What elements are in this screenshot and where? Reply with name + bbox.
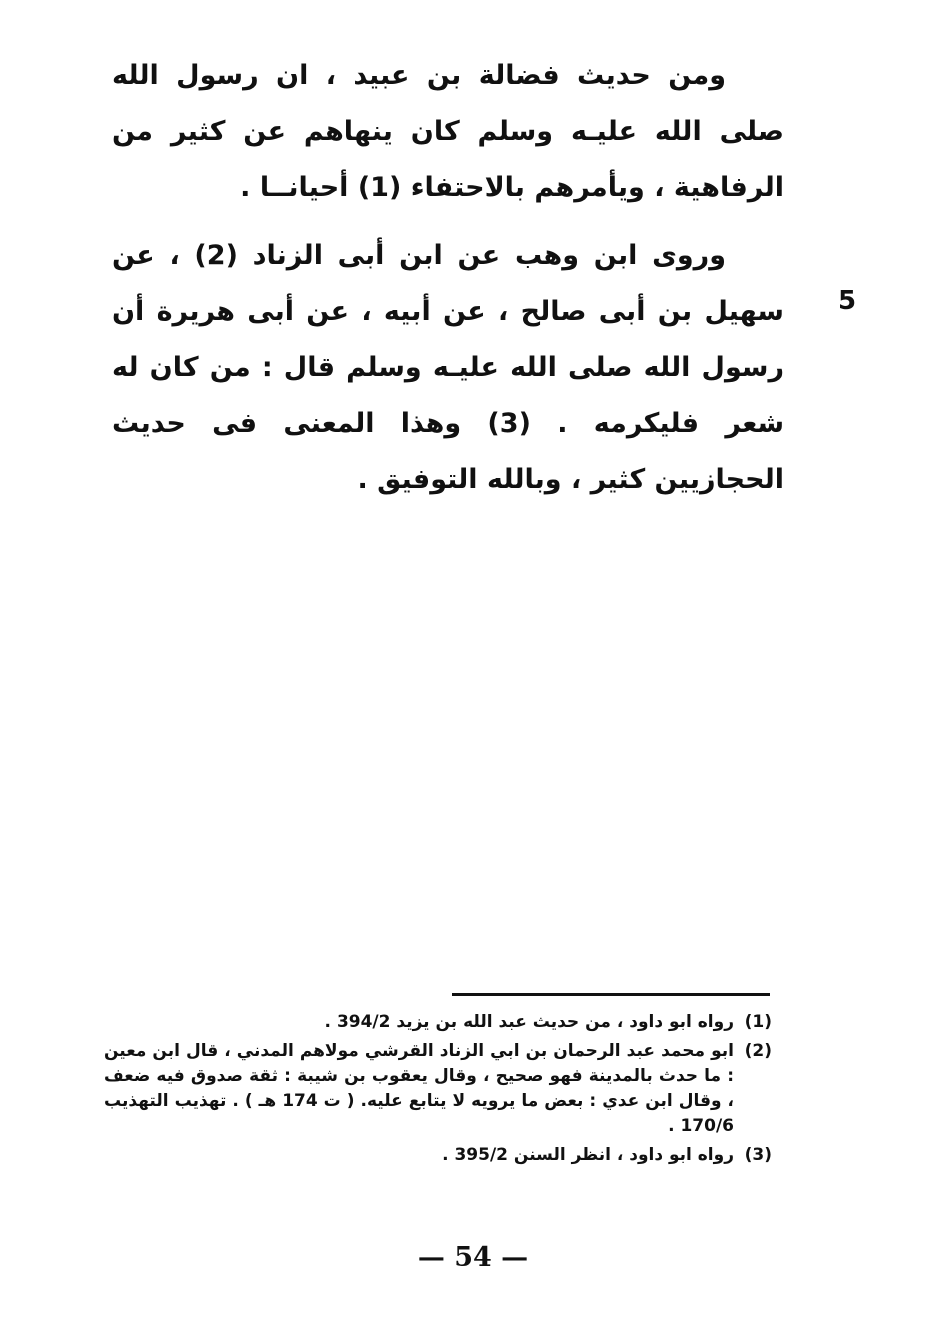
footnote-number: (3)	[744, 1145, 772, 1165]
footnote-text: رواه ابو داود ، من حديث عبد الله بن يزيد 394/2 .	[324, 1012, 734, 1032]
footnote-item	[104, 1039, 772, 1139]
footnote-item	[104, 1143, 772, 1168]
footnote-text: رواه ابو داود ، انظر السنن 395/2 .	[442, 1145, 734, 1165]
margin-line-number: 5	[838, 286, 857, 316]
footnote-item	[104, 1010, 772, 1035]
footnote-text: ابو محمد عبد الرحمان بن ابي الزناد القرشي مولاهم المدني ، قال ابن معين : ما حدث بالمدينة فهو صحيح ، وقال يعقوب بن شيبة : ثقة صدوق فيه ضعف ، وقال ابن عدي : بعض ما يرويه لا يتابع عليه. ( ت 174 هـ ) . تهذيب التهذيب 170/6 .	[104, 1041, 735, 1136]
main-text-paragraph-1	[112, 48, 784, 216]
paragraph-text: ومن حديث فضالة بن عبيد ، ان رسول الله صلى الله عليـه وسلم كان ينهاهم عن كثير من الرفاهية ، ويأمرهم بالاحتفاء (1) أحيانــا .	[112, 60, 784, 203]
main-text-paragraph-2	[112, 228, 784, 508]
paragraph-text: وروى ابن وهب عن ابن أبى الزناد (2) ، عن سهيل بن أبى صالح ، عن أبيه ، عن أبى هريرة أن رسول الله صلى الله عليـه وسلم قال : من كان له شعر فليكرمه . (3) وهذا المعنى فى حديث الحجازيين كثير ، وبالله التوفيق .	[112, 240, 784, 495]
page-number: — 54 —	[417, 1242, 529, 1273]
footnote-number: (2)	[744, 1041, 772, 1061]
footnote-separator	[452, 993, 770, 996]
footnote-number: (1)	[744, 1012, 772, 1032]
footnotes	[104, 1010, 772, 1172]
